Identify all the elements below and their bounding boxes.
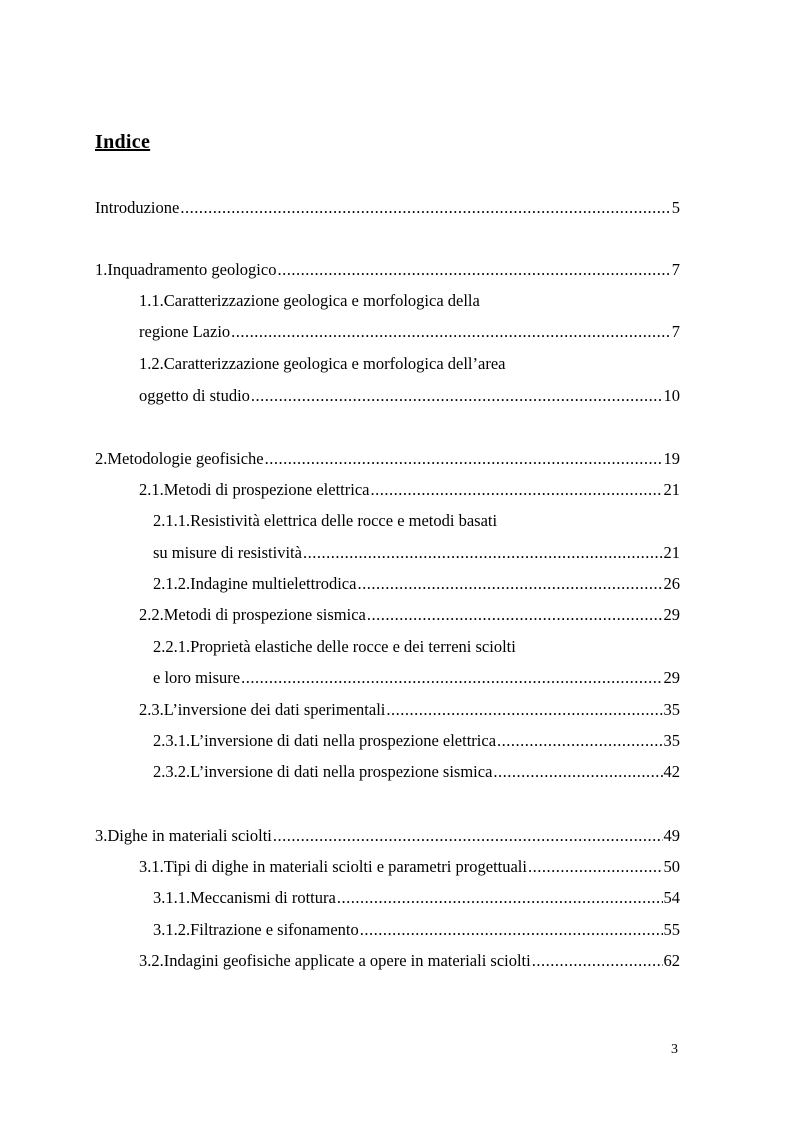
toc-entry-text: oggetto di studio [139, 386, 250, 405]
toc-leader-dots [273, 826, 663, 846]
toc-entry-page: 21 [663, 480, 680, 499]
toc-entry-page: 62 [663, 951, 680, 970]
toc-entry-text: 2.2.Metodi di prospezione sismica [139, 605, 366, 624]
toc-leader-dots [367, 605, 663, 625]
toc-entry-text: 3.1.Tipi di dighe in materiali sciolti e parametri progettuali [139, 857, 527, 876]
toc-chapter-number: 1. [95, 260, 108, 279]
toc-entry-2-3-2[interactable] [153, 762, 680, 786]
toc-entry-page: 42 [663, 762, 680, 781]
toc-leader-dots [231, 322, 671, 342]
toc-entry-text: 2.3.1.L’inversione di dati nella prospezione elettrica [153, 731, 497, 750]
toc-leader-dots [303, 543, 663, 563]
toc-entry-2-1-1-line1[interactable] [153, 511, 680, 535]
toc-entry-introduzione[interactable] [95, 198, 680, 222]
toc-leader-dots [180, 198, 670, 218]
toc-entry-page: 7 [671, 322, 680, 341]
toc-entry-text: Inquadramento geologico [107, 260, 277, 279]
toc-entry-3-1-1[interactable] [153, 888, 680, 912]
toc-entry-page: 55 [663, 920, 680, 939]
toc-entry-1-2-line2[interactable] [139, 386, 680, 410]
toc-leader-dots [357, 574, 662, 594]
toc-leader-dots [493, 762, 662, 782]
toc-entry-chapter-3[interactable] [95, 826, 680, 850]
toc-entry-text: 2.1.1.Resistività elettrica delle rocce e metodi basati [153, 511, 498, 530]
toc-entry-2-2-1-line2[interactable] [153, 668, 680, 692]
toc-entry-page: 50 [663, 857, 680, 876]
toc-entry-text: 3.1.1.Meccanismi di rottura [153, 888, 336, 907]
toc-leader-dots [528, 857, 663, 877]
toc-entry-page: 35 [663, 700, 680, 719]
toc-entry-page: 10 [663, 386, 680, 405]
toc-entry-page: 49 [663, 826, 680, 845]
page-number: 3 [671, 1042, 678, 1057]
toc-entry-page: 26 [663, 574, 680, 593]
toc-leader-dots [251, 386, 663, 406]
toc-entry-chapter-1[interactable] [95, 260, 680, 284]
toc-entry-2-2-1-line1[interactable] [153, 637, 680, 661]
toc-entry-page: 5 [671, 198, 680, 217]
toc-entry-text: regione Lazio [139, 322, 231, 341]
toc-title: Indice [95, 131, 151, 153]
toc-entry-text: Introduzione [95, 198, 180, 217]
toc-entry-text: 2.3.L’inversione dei dati sperimentali [139, 700, 386, 719]
toc-entry-text: 2.1.Metodi di prospezione elettrica [139, 480, 370, 499]
toc-leader-dots [532, 951, 663, 971]
toc-entry-1-1-line2[interactable] [139, 322, 680, 346]
toc-chapter-number: 2. [95, 449, 108, 468]
toc-leader-dots [360, 920, 663, 940]
toc-leader-dots [370, 480, 662, 500]
toc-leader-dots [241, 668, 662, 688]
toc-leader-dots [277, 260, 670, 280]
toc-entry-3-1[interactable] [139, 857, 680, 881]
toc-entry-text: 2.3.2.L’inversione di dati nella prospezione sismica [153, 762, 493, 781]
toc-entry-3-1-2[interactable] [153, 920, 680, 944]
toc-chapter-number: 3. [95, 826, 108, 845]
toc-entry-text: 2.1.2.Indagine multielettrodica [153, 574, 357, 593]
toc-entry-text: e loro misure [153, 668, 241, 687]
toc-entry-2-3[interactable] [139, 700, 680, 724]
toc-entry-text: Dighe in materiali sciolti [107, 826, 272, 845]
toc-entry-2-1-1-line2[interactable] [153, 543, 680, 567]
toc-entry-2-1-2[interactable] [153, 574, 680, 598]
toc-leader-dots [386, 700, 662, 720]
toc-entry-text: 2.2.1.Proprietà elastiche delle rocce e dei terreni sciolti [153, 637, 516, 656]
toc-entry-text: 3.2.Indagini geofisiche applicate a opere in materiali sciolti [139, 951, 531, 970]
toc-entry-page: 35 [663, 731, 680, 750]
toc-entry-2-3-1[interactable] [153, 731, 680, 755]
toc-entry-2-1[interactable] [139, 480, 680, 504]
toc-entry-page: 21 [663, 543, 680, 562]
toc-entry-page: 7 [671, 260, 680, 279]
toc-entry-2-2[interactable] [139, 605, 680, 629]
toc-entry-3-2[interactable] [139, 951, 680, 975]
toc-entry-text: su misure di resistività [153, 543, 302, 562]
toc-entry-text: 1.1.Caratterizzazione geologica e morfologica della [139, 291, 480, 310]
toc-leader-dots [337, 888, 663, 908]
toc-entry-page: 29 [663, 605, 680, 624]
toc-leader-dots [265, 449, 663, 469]
toc-leader-dots [497, 731, 662, 751]
toc-entry-page: 19 [663, 449, 680, 468]
toc-entry-1-2-line1[interactable] [139, 354, 680, 378]
toc-entry-chapter-2[interactable] [95, 449, 680, 473]
toc-entry-text: 1.2.Caratterizzazione geologica e morfologica dell’area [139, 354, 506, 373]
toc-entry-text: 3.1.2.Filtrazione e sifonamento [153, 920, 359, 939]
toc-entry-text: Metodologie geofisiche [107, 449, 264, 468]
toc-entry-page: 54 [663, 888, 680, 907]
toc-entry-1-1-line1[interactable] [139, 291, 680, 315]
toc-entry-page: 29 [663, 668, 680, 687]
